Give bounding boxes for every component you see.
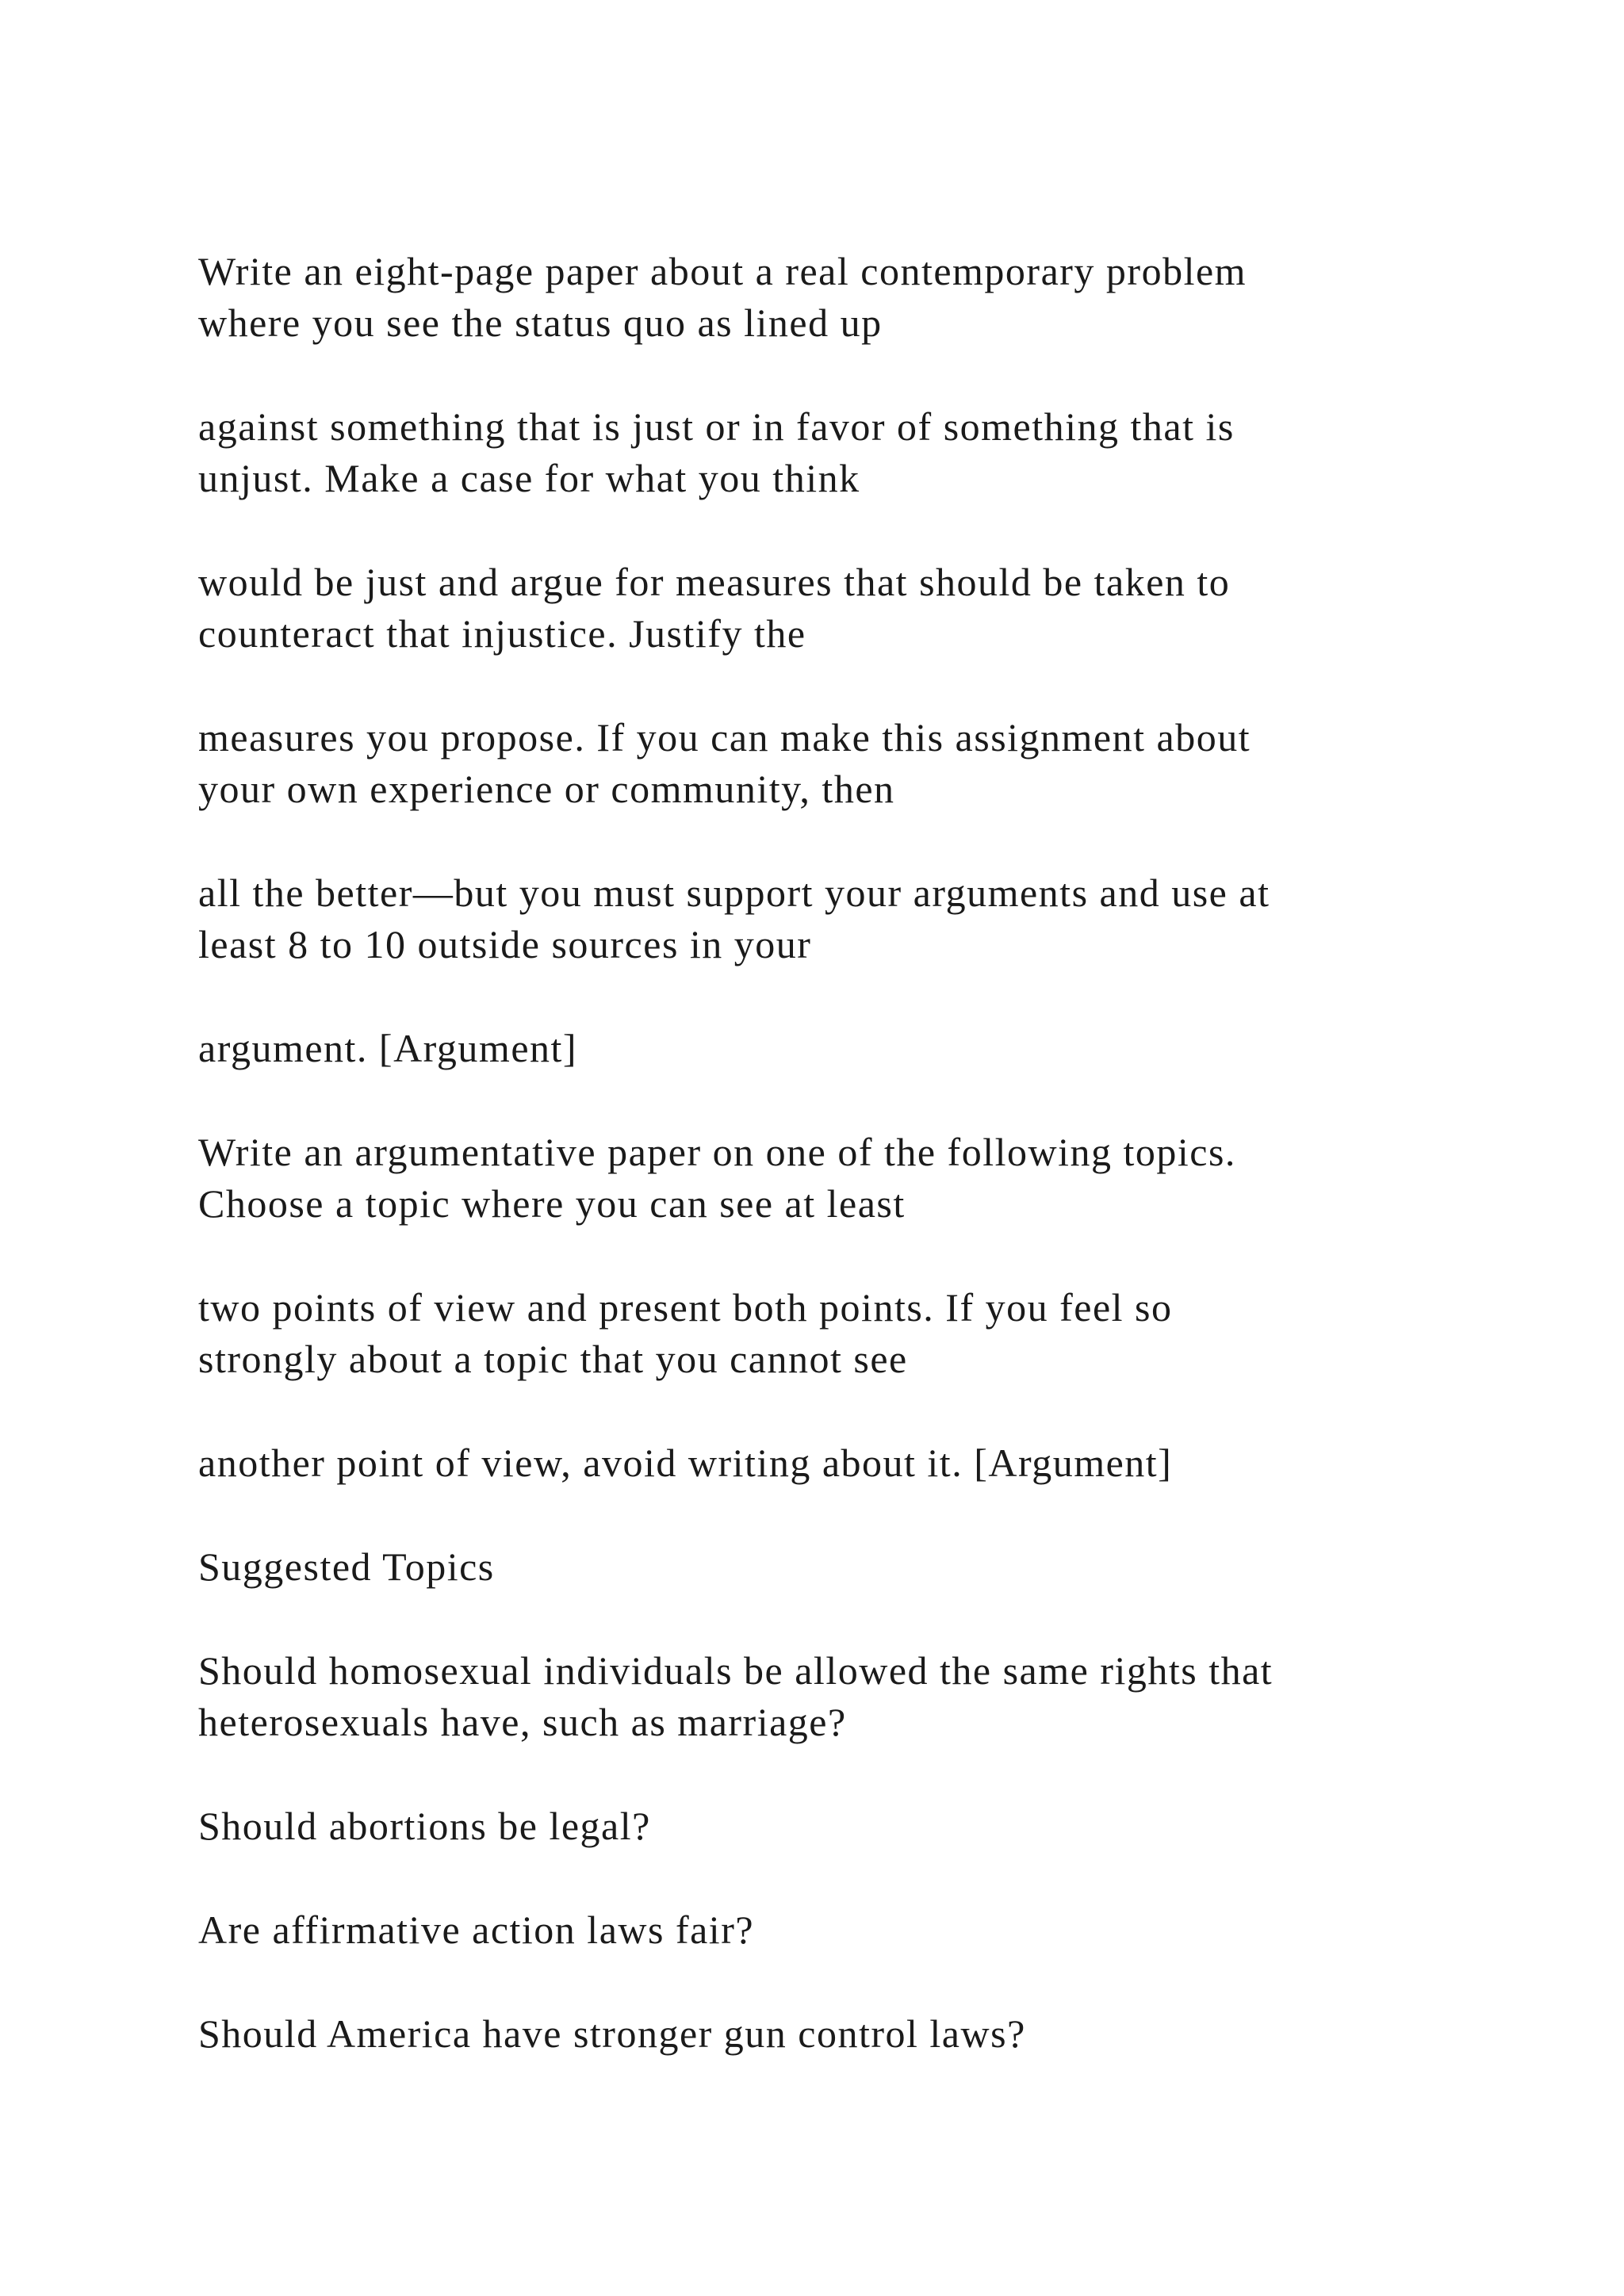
text-line: counteract that injustice. Justify the: [198, 611, 806, 656]
paragraph-assignment-sources: [198, 867, 1546, 970]
text-line: against something that is just or in favor of something that is: [198, 404, 1235, 449]
topic-item: [198, 2008, 1546, 2060]
document-body: [198, 246, 1546, 2112]
heading-suggested-topics: [198, 1541, 1546, 1593]
text-line: least 8 to 10 outside sources in your: [198, 922, 812, 966]
topic-item: [198, 1904, 1546, 1956]
text-line: unjust. Make a case for what you think: [198, 456, 860, 500]
text-line: all the better—but you must support your arguments and use at: [198, 871, 1270, 915]
text-line: Are affirmative action laws fair?: [198, 1908, 755, 1952]
text-line: Write an eight-page paper about a real contemporary problem: [198, 249, 1247, 293]
paragraph-assignment-measures: [198, 557, 1546, 660]
paragraph-argumentative-views: [198, 1282, 1546, 1385]
topic-item: [198, 1800, 1546, 1852]
text-line: where you see the status quo as lined up: [198, 300, 883, 345]
text-line: strongly about a topic that you cannot see: [198, 1337, 908, 1381]
text-line: argument. [Argument]: [198, 1026, 578, 1070]
paragraph-assignment-case: [198, 401, 1546, 504]
text-line: two points of view and present both points. If you feel so: [198, 1285, 1173, 1330]
text-line: Choose a topic where you can see at least: [198, 1181, 906, 1226]
text-line: heterosexuals have, such as marriage?: [198, 1700, 847, 1744]
paragraph-argumentative-intro: [198, 1127, 1546, 1230]
text-line: would be just and argue for measures that should be taken to: [198, 560, 1231, 604]
text-line: Should abortions be legal?: [198, 1804, 651, 1848]
text-line: Write an argumentative paper on one of the following topics.: [198, 1130, 1236, 1174]
text-line: your own experience or community, then: [198, 767, 895, 811]
paragraph-argumentative-avoid: [198, 1437, 1546, 1489]
text-line: another point of view, avoid writing about it. [Argument]: [198, 1441, 1173, 1485]
paragraph-assignment-justify: [198, 712, 1546, 815]
topic-item: [198, 1645, 1546, 1748]
paragraph-assignment-intro: [198, 246, 1546, 349]
text-line: Should homosexual individuals be allowed the same rights that: [198, 1648, 1274, 1693]
text-line: Should America have stronger gun control laws?: [198, 2011, 1026, 2056]
text-line: Suggested Topics: [198, 1544, 495, 1589]
paragraph-argument-tag: [198, 1023, 1546, 1074]
text-line: measures you propose. If you can make this assignment about: [198, 715, 1251, 760]
